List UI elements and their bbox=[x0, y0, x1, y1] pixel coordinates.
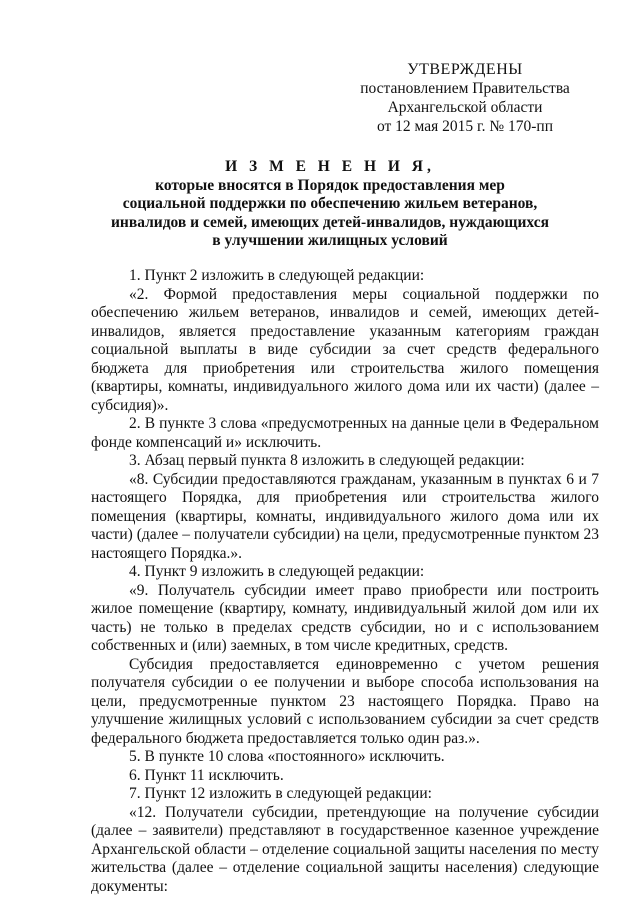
document-subtitle-line: инвалидов и семей, имеющих детей-инвалидов, нуждающихся bbox=[110, 213, 550, 231]
document-body bbox=[91, 267, 599, 896]
paragraph-quote-12: «12. Получатели субсидии, претендующие на получение субсидии (далее – заявители) представляют в государственное казенное учреждение Архангельской области – отделение социальной защиты населения по месту жительства (далее – отделение социальной защиты населения) следующие документы: bbox=[91, 803, 599, 895]
paragraph-item-7: 7. Пункт 12 изложить в следующей редакции: bbox=[129, 785, 432, 802]
approval-stamp-title: УТВЕРЖДЕНЫ bbox=[407, 61, 523, 78]
paragraph-subsidy: Субсидия предоставляется единовременно с учетом решения получателя субсидии о ее получении и выборе способа использования на цели, предусмотренные пунктом 23 настоящего Порядка. Право на улучшение жилищных условий с использованием субсидии за счет средств федерального бюджета предоставляется только один раз.». bbox=[91, 655, 599, 747]
paragraph-item-1: 1. Пункт 2 изложить в следующей редакции: bbox=[129, 267, 425, 284]
document-subtitle-line: которые вносятся в Порядок предоставления мер bbox=[155, 176, 505, 194]
document-title: И З М Е Н Е Н И Я, bbox=[225, 158, 435, 175]
document-subtitle-line: социальной поддержки по обеспечению жильем ветеранов, bbox=[122, 195, 538, 212]
document-subtitle-line: в улучшении жилищных условий bbox=[212, 232, 448, 249]
document-heading bbox=[100, 158, 560, 251]
paragraph-item-6: 6. Пункт 11 исключить. bbox=[129, 766, 284, 784]
approval-line-region: Архангельской области bbox=[387, 99, 543, 116]
approval-line-date: от 12 мая 2015 г. № 170-пп bbox=[376, 118, 554, 135]
approval-line-decree: постановлением Правительства bbox=[360, 80, 570, 97]
approval-block bbox=[360, 60, 570, 136]
paragraph-quote-2: «2. Формой предоставления меры социальной поддержки по обеспечению жильем ветеранов, инвалидов и семей, имеющих детей-инвалидов, является предоставление указанным категориям граждан социальной выплаты в виде субсидии за счет средств федерального бюджета для приобретения или строительства жилого помещения (квартиры, комнаты, индивидуального жилого дома или их части) (далее – субсидия)». bbox=[91, 285, 599, 414]
paragraph-item-2: 2. В пункте 3 слова «предусмотренных на данные цели в Федеральном фонде компенсаций и» исключить. bbox=[91, 415, 599, 451]
paragraph-item-4: 4. Пункт 9 изложить в следующей редакции: bbox=[129, 563, 425, 580]
paragraph-item-3: 3. Абзац первый пункта 8 изложить в следующей редакции: bbox=[129, 452, 525, 469]
paragraph-quote-9: «9. Получатель субсидии имеет право приобрести или построить жилое помещение (квартиру, комнату, индивидуальный жилой дом или их часть) не только в пределах средств субсидии, но и с использованием собственных и (или) заемных, в том числе кредитных, средств. bbox=[91, 581, 599, 654]
paragraph-quote-8: «8. Субсидии предоставляются гражданам, указанным в пунктах 6 и 7 настоящего Порядка, для приобретения или строительства жилого помещения (квартиры, комнаты, индивидуального жилого дома или их части) (далее – получатели субсидии) на цели, предусмотренные пунктом 23 настоящего Порядка.». bbox=[91, 470, 599, 562]
paragraph-item-5: 5. В пункте 10 слова «постоянного» исключить. bbox=[129, 748, 445, 765]
